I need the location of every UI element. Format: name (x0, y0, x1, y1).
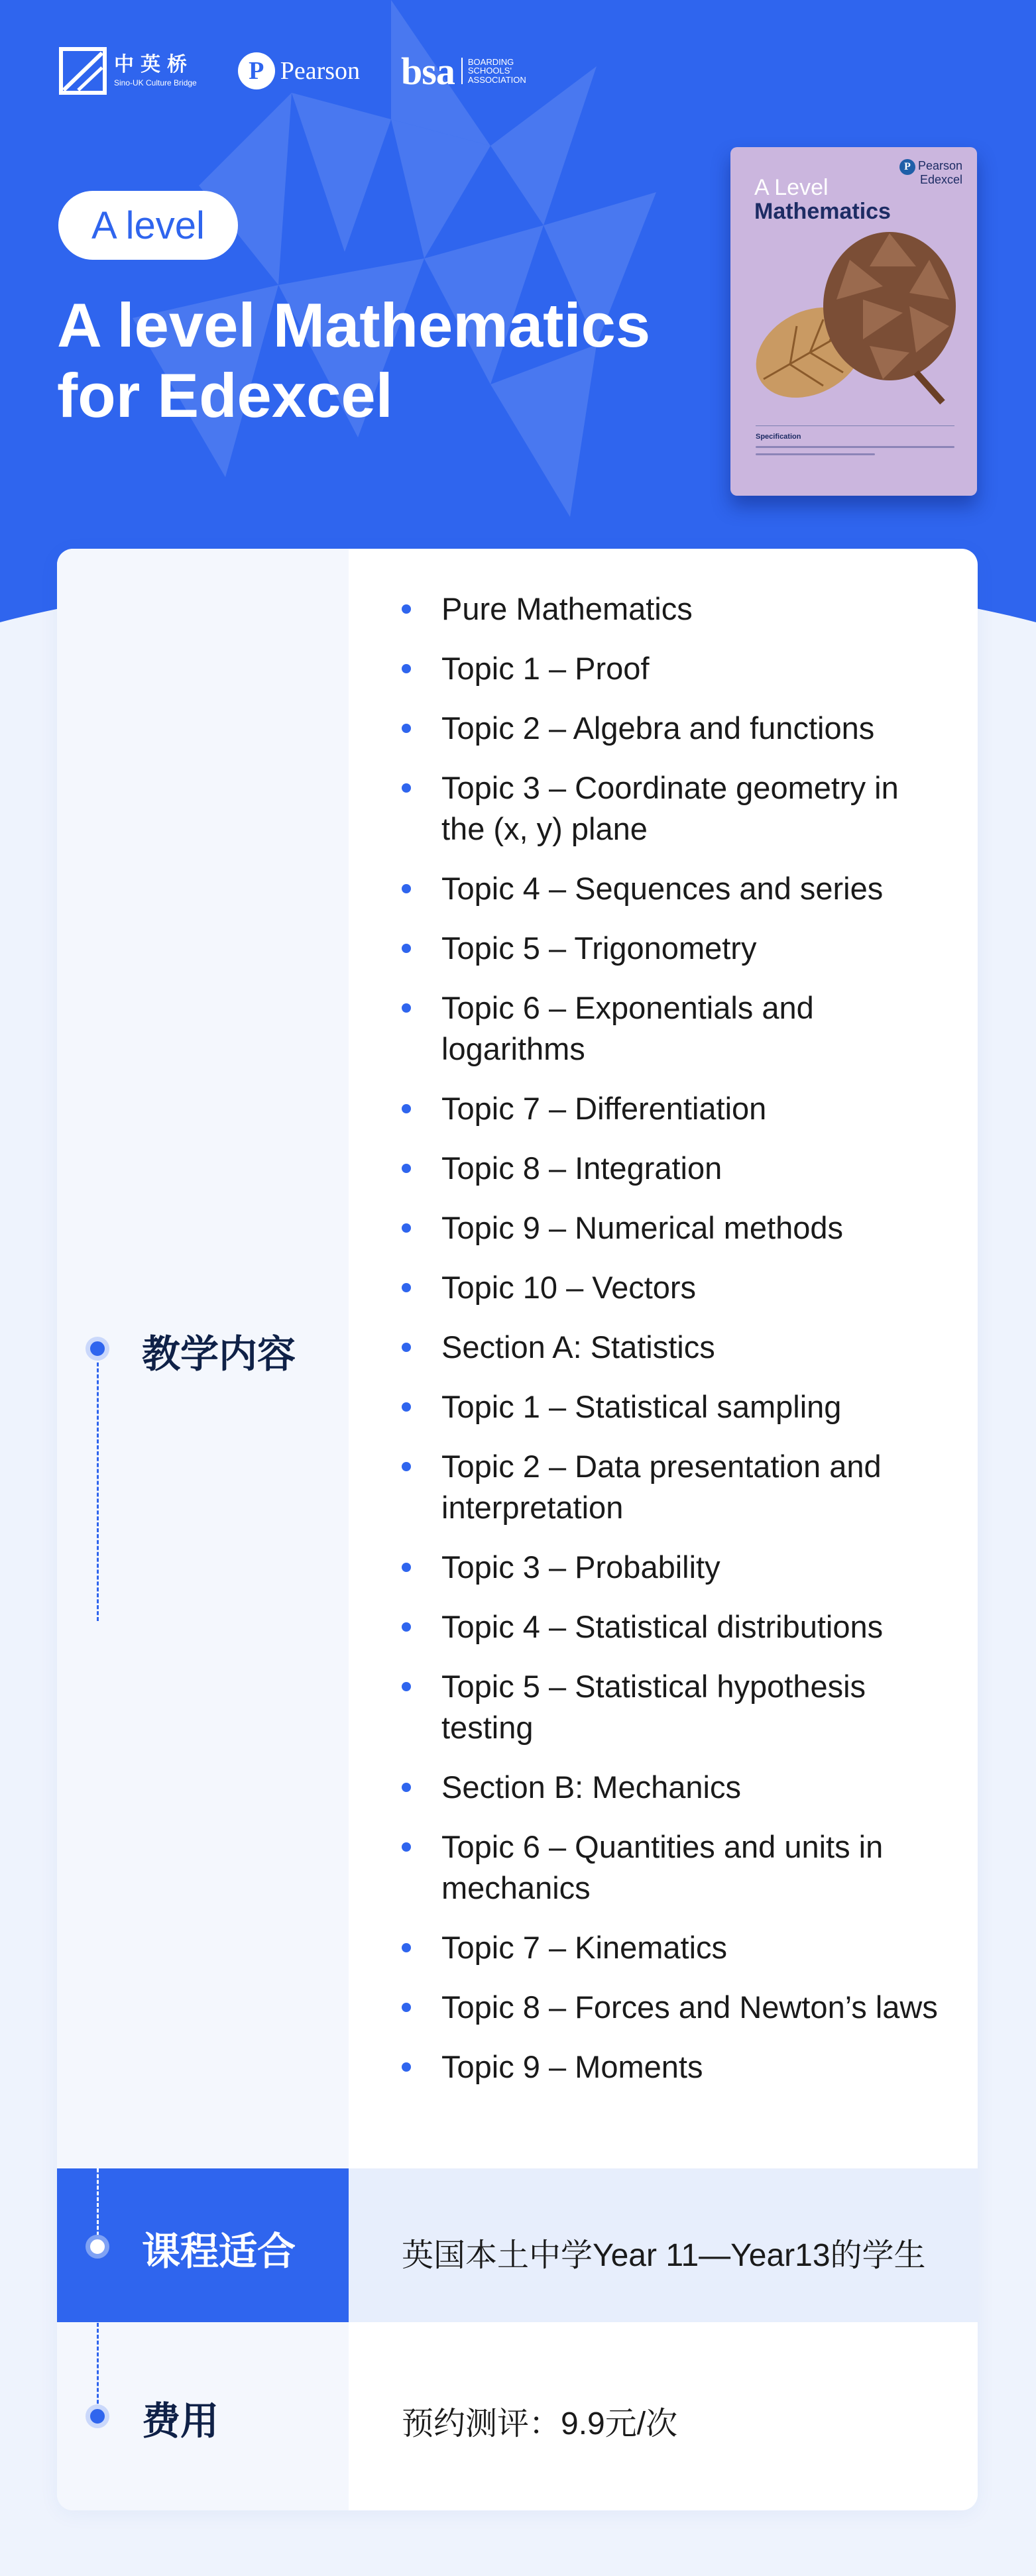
bsa-logo-name: bsa (401, 49, 455, 93)
timeline-line (97, 1351, 99, 1621)
topic-list-item: Section B: Mechanics (402, 1767, 945, 1808)
book-subject: Mathematics (754, 199, 891, 224)
bsa-logo (401, 49, 526, 93)
topic-list-item: Topic 4 – Statistical distributions (402, 1606, 945, 1648)
bsa-sub-line: BOARDING (467, 56, 514, 67)
suitable-label: 课程适合 (142, 2230, 296, 2273)
level-badge: A level (58, 191, 238, 260)
timeline-dot (86, 2404, 109, 2428)
topic-list-item: Topic 8 – Forces and Newton’s laws (402, 1987, 945, 2028)
sino-uk-bridge-logo (58, 46, 197, 95)
topic-list-item: Topic 1 – Proof (402, 648, 945, 689)
book-footer (756, 425, 954, 455)
timeline-dot (86, 1337, 109, 1361)
book-brand-name: Pearson (917, 159, 962, 172)
topic-list (402, 588, 945, 2106)
page-title (57, 290, 650, 431)
pearson-logo-name: Pearson (280, 57, 361, 85)
fee-label: 费用 (142, 2400, 219, 2443)
book-footer-line (756, 453, 875, 455)
bsa-logo-subtitle (461, 58, 526, 85)
partner-logos (58, 41, 567, 101)
topic-list-item: Pure Mathematics (402, 588, 945, 630)
topic-list-item: Topic 2 – Algebra and functions (402, 708, 945, 749)
book-level: A Level (754, 175, 829, 200)
book-brand-sub: Edexcel (919, 172, 962, 186)
topic-list-item: Topic 5 – Trigonometry (402, 928, 945, 969)
timeline-dot (86, 2235, 109, 2259)
pearson-logo (238, 52, 360, 89)
pinecone-leaf-illustration (750, 220, 969, 419)
suitable-value: 英国本土中学Year 11—Year13的学生 (402, 2238, 926, 2273)
bridge-logo-en: Sino-UK Culture Bridge (114, 78, 197, 87)
topic-list-item: Topic 4 – Sequences and series (402, 868, 945, 909)
topic-list-item: Topic 9 – Moments (402, 2046, 945, 2088)
timeline-line (97, 2168, 99, 2241)
book-brand (899, 159, 962, 186)
fee-value: 预约测评：9.9元/次 (402, 2406, 678, 2441)
topic-list-item: Topic 6 – Exponentials and logarithms (402, 987, 945, 1070)
pearson-mark-icon: P (238, 52, 275, 89)
bsa-sub-line: ASSOCIATION (467, 74, 526, 85)
content-label: 教学内容 (142, 1333, 296, 1376)
topic-list-item: Topic 6 – Quantities and units in mechanics (402, 1826, 945, 1909)
topic-list-item: Topic 10 – Vectors (402, 1267, 945, 1308)
bridge-logo-cn: 中英桥 (114, 54, 194, 76)
page-title-line2: for Edexcel (57, 361, 393, 430)
topic-list-item: Topic 2 – Data presentation and interpretation (402, 1446, 945, 1528)
topic-list-item: Topic 8 – Integration (402, 1148, 945, 1189)
book-footer-line (756, 446, 954, 448)
bridge-logo-icon (58, 46, 107, 95)
topic-list-item: Topic 9 – Numerical methods (402, 1207, 945, 1249)
book-spec-label: Specification (756, 433, 801, 441)
topic-list-item: Topic 7 – Differentiation (402, 1088, 945, 1129)
topic-list-item: Section A: Statistics (402, 1327, 945, 1368)
page-title-line1: A level Mathematics (57, 290, 651, 360)
topic-list-item: Topic 3 – Probability (402, 1547, 945, 1588)
topic-list-item: Topic 1 – Statistical sampling (402, 1386, 945, 1428)
bsa-sub-line: SCHOOLS' (467, 66, 512, 76)
textbook-cover (730, 147, 977, 496)
book-pearson-icon: P (899, 159, 915, 175)
topic-list-item: Topic 5 – Statistical hypothesis testing (402, 1666, 945, 1748)
timeline-line (97, 2323, 99, 2416)
topic-list-item: Topic 3 – Coordinate geometry in the (x, y) plane (402, 767, 945, 850)
topic-list-item: Topic 7 – Kinematics (402, 1927, 945, 1968)
